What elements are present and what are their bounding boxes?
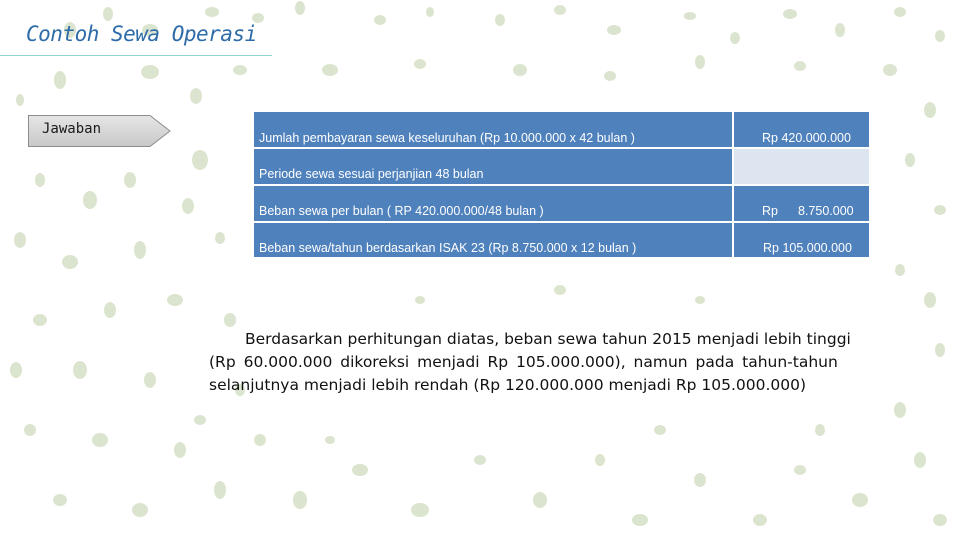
row-value-cell: [734, 149, 869, 184]
row-description: Jumlah pembayaran sewa keseluruhan (Rp 10.000.000 x 42 bulan ): [259, 131, 635, 145]
row-description-cell: [254, 223, 732, 257]
table-row: [252, 149, 871, 184]
answer-label: Jawaban: [42, 121, 102, 137]
row-value: Rp 420.000.000: [762, 131, 851, 145]
calculation-table: [252, 110, 871, 259]
conclusion-line: (Rp 60.000.000 dikoreksi menjadi Rp 105.000.000), namun pada tahun-tahun: [209, 353, 838, 371]
table-row: [252, 223, 871, 257]
row-value-cell: [734, 112, 869, 147]
row-description: Periode sewa sesuai perjanjian 48 bulan: [259, 167, 484, 181]
conclusion-line: Berdasarkan perhitungan diatas, beban sewa tahun 2015 menjadi lebih tinggi: [245, 330, 851, 348]
row-description: Beban sewa per bulan ( RP 420.000.000/48 bulan ): [259, 204, 544, 218]
row-value-cell: [734, 223, 869, 257]
row-description-cell: [254, 149, 732, 184]
table-row: [252, 112, 871, 147]
title-underline: [0, 55, 272, 56]
answer-tab: [28, 115, 171, 147]
row-value-amount: 8.750.000: [798, 204, 854, 218]
table-row: [252, 186, 871, 221]
row-value-currency: Rp: [762, 204, 778, 218]
conclusion-line: selanjutnya menjadi lebih rendah (Rp 120.000.000 menjadi Rp 105.000.000): [209, 376, 807, 394]
row-description: Beban sewa/tahun berdasarkan ISAK 23 (Rp 8.750.000 x 12 bulan ): [259, 241, 637, 255]
row-value: Rp 105.000.000: [763, 241, 852, 255]
conclusion-paragraph: [209, 328, 890, 397]
row-value-cell: [734, 186, 869, 221]
row-description-cell: [254, 112, 732, 147]
slide-title: Contoh Sewa Operasi: [26, 22, 257, 46]
row-description-cell: [254, 186, 732, 221]
